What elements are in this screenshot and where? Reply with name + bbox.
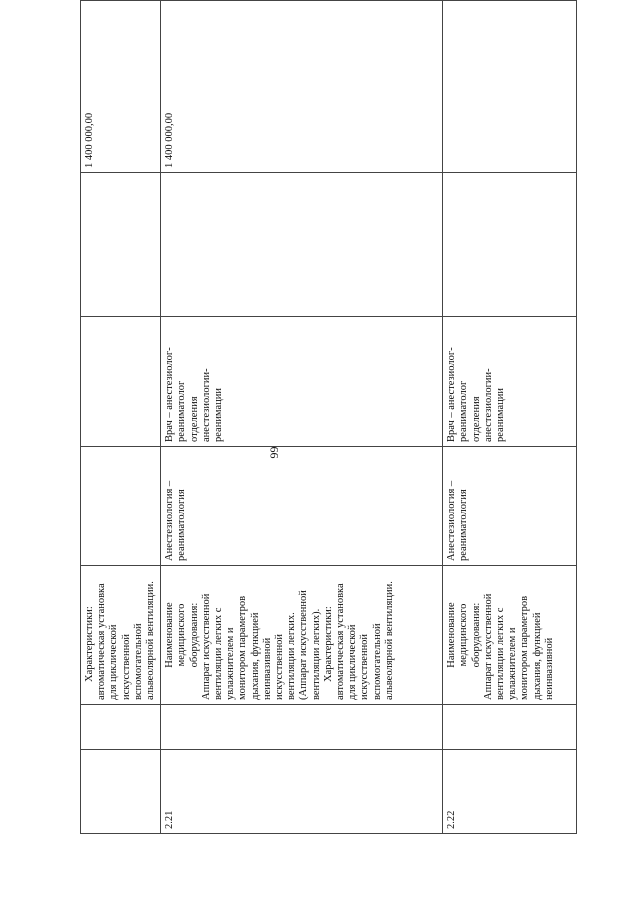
- name-line-text: для циклической: [108, 624, 120, 700]
- extra-cell: [443, 173, 577, 317]
- name-line: увлажнителем и: [507, 627, 519, 700]
- name-line: искусственной: [274, 633, 286, 700]
- specialty-cell: [81, 447, 161, 566]
- row-number-cell: 2.21: [161, 750, 443, 834]
- table-row: [443, 1, 577, 834]
- name-line: вспомогательной: [132, 623, 144, 700]
- staff-line: Врач – анестезиолог-: [446, 347, 458, 442]
- name-line: альвеолярной вентиляции.: [145, 581, 157, 700]
- blank-cell: [443, 705, 577, 750]
- name-line: вентиляции легких с: [495, 607, 507, 700]
- name-line: Характеристики:: [322, 606, 334, 682]
- staff-cell: [443, 317, 577, 447]
- name-line: автоматическая установка: [335, 583, 347, 700]
- price-cell: [443, 1, 577, 173]
- equipment-name-cell: [161, 566, 443, 705]
- name-line: вспомогательной: [371, 623, 383, 700]
- blank-cell: [81, 705, 161, 750]
- table-row: [81, 1, 161, 834]
- name-line: искусственной: [120, 633, 132, 700]
- name-line: оборудования:: [188, 602, 200, 668]
- blank-cell: [161, 705, 443, 750]
- name-line: Характеристики:: [84, 606, 95, 682]
- name-line: искусственной: [359, 633, 371, 700]
- name-line: (Аппарат искусственной: [298, 590, 310, 700]
- rotated-table-container: [80, 64, 573, 834]
- extra-cell: [161, 173, 443, 317]
- name-line: увлажнителем и: [225, 627, 237, 700]
- name-line: неинвазивной: [543, 637, 555, 700]
- name-line: дыхания, функцией: [249, 612, 261, 700]
- equipment-name-cell: [443, 566, 577, 705]
- name-line: монитором параметров: [519, 595, 531, 700]
- name-line: дыхания, функцией: [531, 612, 543, 700]
- name-line: Аппарат искусственной: [200, 593, 212, 700]
- name-line: Аппарат искусственной: [482, 593, 494, 700]
- extra-cell: [81, 173, 161, 317]
- row-number-cell: 2.22: [443, 750, 577, 834]
- name-line: медицинского: [176, 603, 188, 667]
- name-line: неинвазивной: [261, 637, 273, 700]
- equipment-table: [80, 0, 577, 834]
- staff-line: анестезиологии-: [200, 368, 212, 442]
- staff-line: реаниматолог: [458, 380, 470, 442]
- name-line: медицинского: [458, 603, 470, 667]
- equipment-name-cell: [81, 566, 161, 705]
- price-cell: 1 400 000,00: [81, 1, 161, 173]
- table-row: [161, 1, 443, 834]
- name-line: для циклической: [347, 624, 359, 700]
- staff-line: отделения: [470, 396, 482, 442]
- staff-cell: [81, 317, 161, 447]
- staff-line: реанимации: [213, 387, 225, 442]
- staff-line: отделения: [188, 396, 200, 442]
- name-line: монитором параметров: [237, 595, 249, 700]
- price-cell: 1 400 000,00: [161, 1, 443, 173]
- name-line: Наименование: [446, 602, 458, 668]
- name-line: Наименование: [164, 602, 176, 668]
- name-line: вентиляции легких с: [213, 607, 225, 700]
- staff-line: Врач – анестезиолог-: [164, 347, 176, 442]
- specialty-cell: Анестезиология – реаниматология: [161, 447, 443, 566]
- name-line: альвеолярной вентиляции.: [383, 581, 395, 700]
- row-number-cell: [81, 750, 161, 834]
- name-line: вентиляции легких).: [310, 608, 322, 700]
- specialty-cell: Анестезиология – реаниматология: [443, 447, 577, 566]
- page-number-text: 66: [267, 446, 282, 459]
- staff-line: реанимации: [495, 387, 507, 442]
- staff-line: реаниматолог: [176, 380, 188, 442]
- staff-cell: [161, 317, 443, 447]
- name-line: оборудования:: [470, 602, 482, 668]
- staff-line: анестезиологии-: [482, 368, 494, 442]
- name-line: [108, 570, 120, 700]
- name-line: автоматическая установка: [96, 583, 108, 700]
- name-line: вентиляции легких.: [286, 612, 298, 700]
